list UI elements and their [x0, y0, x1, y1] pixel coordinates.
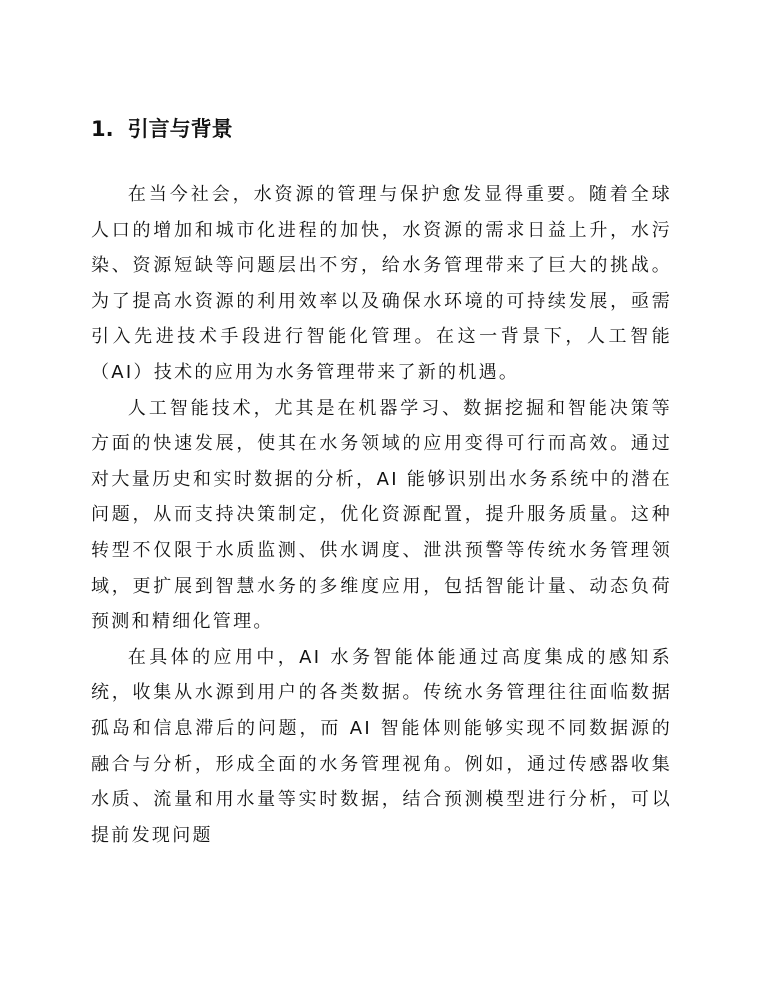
- paragraph-applications: 在具体的应用中，AI 水务智能体能通过高度集成的感知系统，收集从水源到用户的各类数据。传统水务管理往往面临数据孤岛和信息滞后的问题，而 AI 智能体则能够实现不同数据源的融合与分析，形成全面的水务管理视角。例如，通过传感器收集水质、流量和用水量等实时数据，结合预测模型进行分析，可以提前发现问题: [91, 646, 672, 846]
- section-number: 1.: [91, 117, 114, 141]
- paragraph-intro: 在当今社会，水资源的管理与保护愈发显得重要。随着全球人口的增加和城市化进程的加快，水资源的需求日益上升，水污染、资源短缺等问题层出不穷，给水务管理带来了巨大的挑战。为了提高水资源的利用效率以及确保水环境的可持续发展，亟需引入先进技术手段进行智能化管理。在这一背景下，人工智能（AI）技术的应用为水务管理带来了新的机遇。: [91, 184, 672, 383]
- section-title: 引言与背景: [127, 117, 233, 141]
- body-text: [91, 177, 672, 853]
- paragraph-ai-technology: 人工智能技术，尤其是在机器学习、数据挖掘和智能决策等方面的快速发展，使其在水务领域的应用变得可行而高效。通过对大量历史和实时数据的分析，AI 能够识别出水务系统中的潜在问题，从而支持决策制定，优化资源配置，提升服务质量。这种转型不仅限于水质监测、供水调度、泄洪预警等传统水务管理领域，更扩展到智慧水务的多维度应用，包括智能计量、动态负荷预测和精细化管理。: [91, 397, 672, 633]
- section-heading: [91, 113, 671, 145]
